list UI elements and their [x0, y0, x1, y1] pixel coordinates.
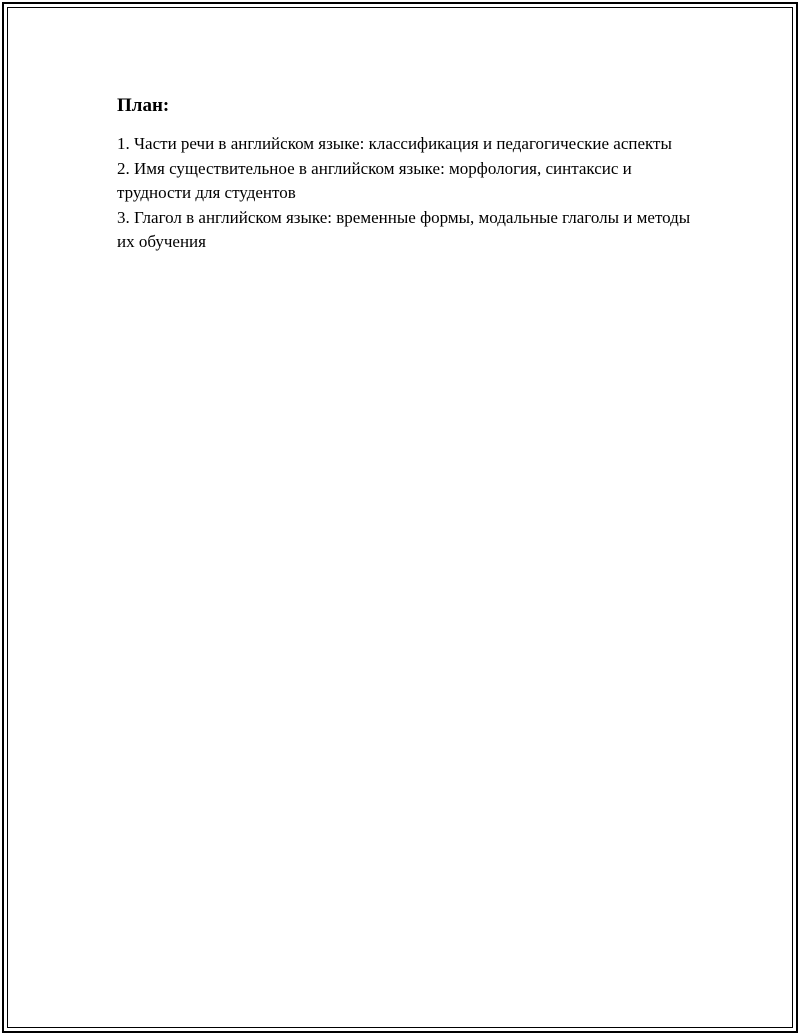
plan-item-2: 2. Имя существительное в английском языке: морфология, синтаксис и трудности для студентов	[117, 158, 632, 202]
plan-item-3: 3. Глагол в английском языке: временные формы, модальные глаголы и методы их обучения	[117, 207, 691, 251]
plan-title: План:	[117, 95, 170, 116]
plan-list	[117, 132, 697, 255]
plan-item-1: 1. Части речи в английском языке: классификация и педагогические аспекты	[117, 134, 672, 153]
document-content	[117, 94, 697, 255]
